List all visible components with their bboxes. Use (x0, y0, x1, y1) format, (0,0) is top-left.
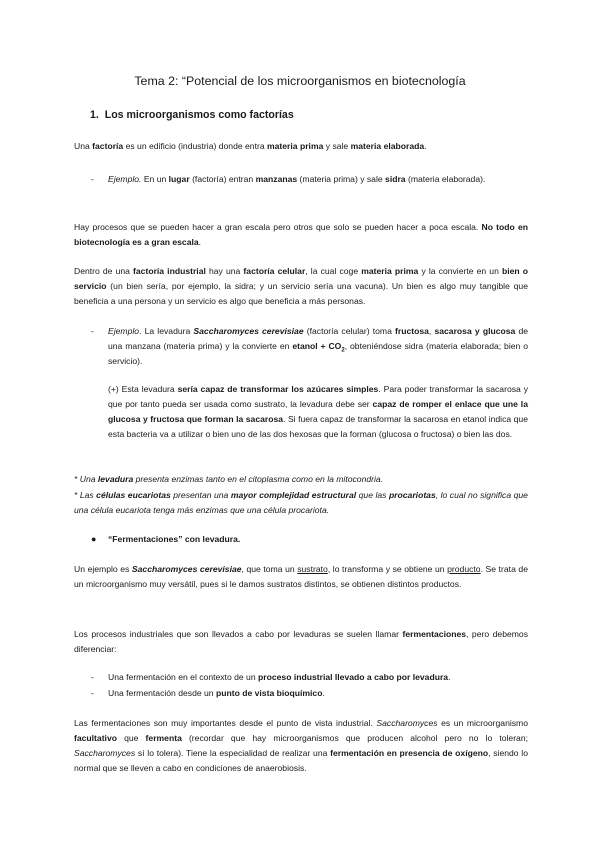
list-text: Una fermentación en el contexto de un proceso industrial llevado a cabo por levadura. (108, 672, 451, 682)
dash-marker: - (91, 326, 94, 336)
paragraph-azucares: (+) Esta levadura sería capaz de transformar los azúcares simples. Para poder transformar la sacarosa y que por tanto pueda ser usada como sustrato, la levadura debe ser capaz de romper el enlace que une la glucosa y fructosa que forman la sacarosa. Si fuera capaz de transformar la sacarosa en etanol indica que esta bacteria va a utilizar o bien uno de las dos hexosas que la forman (glucosa o fructosa) o bien las dos. (108, 384, 528, 439)
page-title: Tema 2: “Potencial de los microorganismos en biotecnología (134, 74, 466, 88)
section-title: Los microorganismos como factorías (104, 109, 294, 121)
section-heading (90, 108, 294, 123)
list-text: Una fermentación desde un punto de vista bioquímico. (108, 688, 325, 698)
bullet-marker: ● (91, 534, 97, 544)
paragraph-procesos: Los procesos industriales que son llevados a cabo por levaduras se suelen llamar fermentaciones, pero debemos diferenciar: (74, 629, 528, 654)
dash-marker: - (91, 174, 94, 184)
note-levadura: * Una levadura presenta enzimas tanto en el citoplasma como en la mitocondria. (74, 474, 384, 484)
example-text: Ejemplo. La levadura Saccharomyces cerevisiae (factoría celular) toma fructosa, sacarosa y glucosa de una manzana (materia prima) y la convierte en etanol + $CO_2$, obteniéndose sidra (materia elaborada; bien o servicio). (108, 326, 529, 366)
dash-marker: - (91, 688, 94, 698)
paragraph-escala: Hay procesos que se pueden hacer a gran escala pero otros que solo se pueden hacer a poca escala. No todo en biotecnología es a gran escala. (74, 222, 528, 247)
paragraph-fermentaciones: Las fermentaciones son muy importantes desde el punto de vista industrial. Saccharomyces es un microorganismo facultativo que fermenta (recordar que hay microorganismos que producen alcohol pero no lo toleran; Saccharomyces sí lo tolera). Tiene la especialidad de realizar una fermentación en presencia de oxígeno, siendo lo normal que se lleven a cabo en condiciones de anaerobiosis. (74, 718, 529, 773)
bullet-heading: “Fermentaciones” con levadura. (108, 534, 241, 544)
dash-marker: - (91, 672, 94, 682)
paragraph-factoria: Una factoría es un edificio (industria) donde entra materia prima y sale materia elaborada. (74, 141, 427, 151)
note-eucariotas: * Las células eucariotas presentan una mayor complejidad estructural que las procariotas, lo cual no significa que una célula eucariota tenga más enzimas que una célula procariota. (74, 490, 528, 515)
example-text: Ejemplo. En un lugar (factoría) entran manzanas (materia prima) y sale sidra (materia elaborada). (108, 174, 486, 184)
paragraph-factoria-industrial: Dentro de una factoría industrial hay una factoría celular, la cual coge materia prima y la convierte en un bien o servicio (un bien sería, por ejemplo, la sidra; y un servicio sería una vacuna). Un bien es algo muy tangible que beneficia a una persona y un servicio es algo que beneficia a más personas. (74, 266, 529, 306)
paragraph-sustrato: Un ejemplo es Saccharomyces cerevisiae, que toma un sustrato, lo transforma y se obtiene un producto. Se trata de un microorganismo muy versátil, pues si le damos sustratos distintos, se obtienen distintos productos. (74, 564, 528, 589)
section-number: 1. (90, 109, 99, 121)
